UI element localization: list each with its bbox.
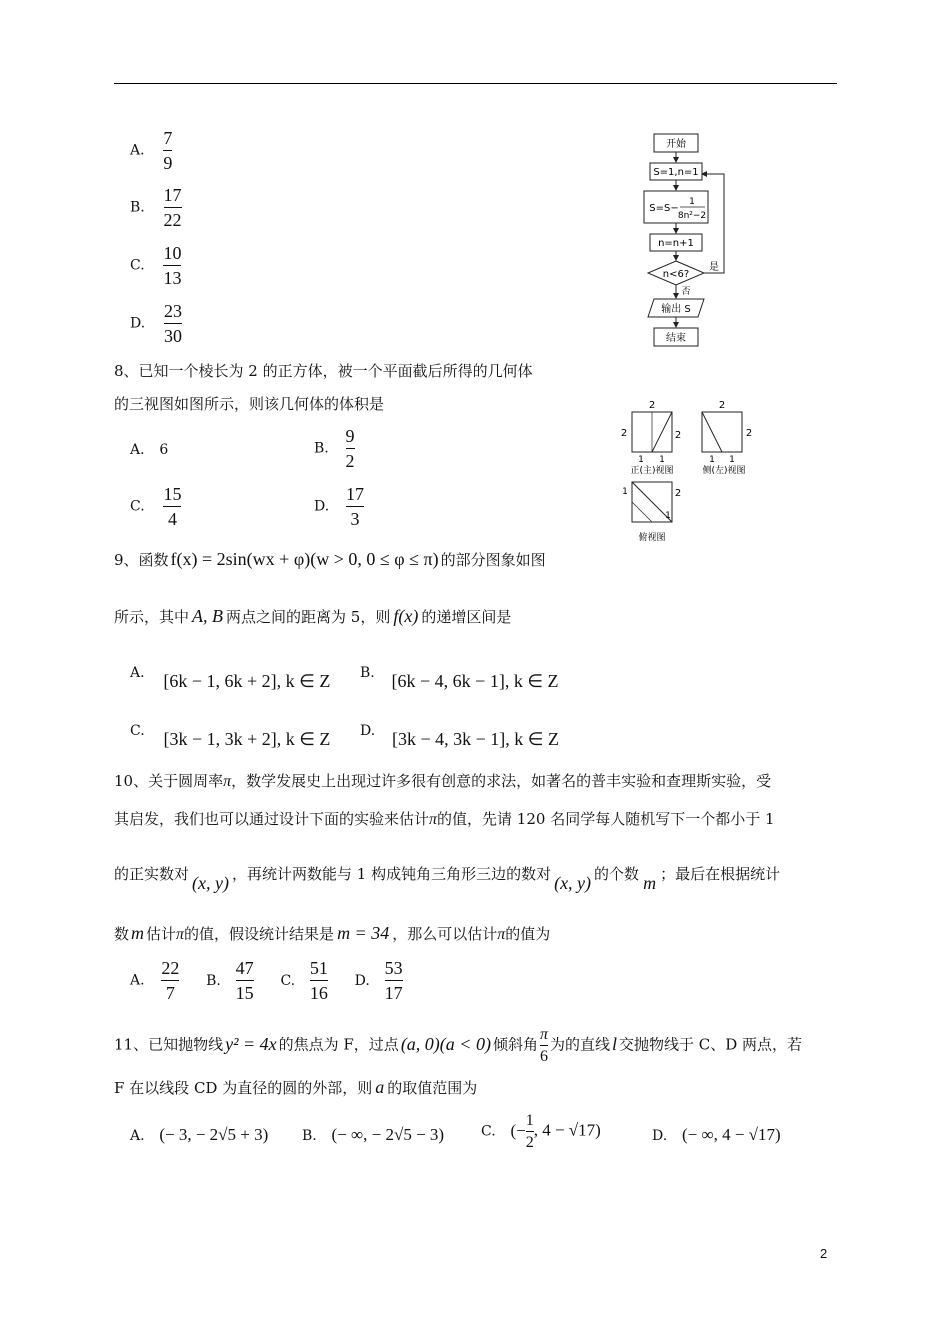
point-a: (a, 0)(a < 0) <box>400 1033 491 1054</box>
a-symbol: a <box>375 1077 385 1097</box>
pi-symbol: π <box>429 811 438 828</box>
option-suffix: , 4 − √17) <box>533 1120 601 1140</box>
q7-option-a <box>130 128 172 173</box>
fraction <box>163 128 172 173</box>
option-label: A. <box>130 665 145 681</box>
flow-update-den: 8n²−2 <box>677 211 707 221</box>
q11-line2 <box>114 1076 477 1099</box>
fraction <box>310 958 328 1003</box>
flow-increment: n=n+1 <box>658 238 694 249</box>
numerator: 22 <box>161 958 180 978</box>
denominator: 2 <box>525 1134 534 1151</box>
q10-line4 <box>114 922 550 946</box>
top-left-dim: 1 <box>622 487 628 497</box>
numerator: 17 <box>163 185 182 205</box>
q10-text: 的值，先请 120 名同学每人随机写下一个都小于 1 <box>437 810 775 828</box>
q11-text: 11、已知抛物线 <box>114 1035 224 1054</box>
m-symbol: m <box>131 923 145 943</box>
q8-line2: 的三视图如图所示，则该几何体的体积是 <box>114 395 385 413</box>
q10-text: 其启发，我们也可以通过设计下面的实验来估计 <box>114 810 430 828</box>
denominator: 9 <box>163 153 173 173</box>
side-view-label: 侧(左)视图 <box>702 466 746 476</box>
numerator: 47 <box>235 958 254 978</box>
q10-text: 的正实数对 <box>114 865 190 883</box>
side-view-square <box>702 412 742 452</box>
q11-text: 的取值范围为 <box>387 1079 478 1097</box>
q10-text: ，再统计两数能与 1 构成钝角三角形三边的数对 <box>231 865 552 883</box>
q10-text: ，数学发展史上出现过许多很有创意的求法，如著名的普丰实验和查理斯实验，受 <box>231 772 772 790</box>
q9-formula: f(x) = 2sin(wx + φ)(w > 0, 0 ≤ φ ≤ π) <box>170 549 439 569</box>
three-views-figure <box>612 396 762 548</box>
flow-start: 开始 <box>666 139 686 150</box>
numerator: 7 <box>163 128 173 148</box>
q9-option-d <box>360 720 559 749</box>
q9-text: 的递增区间是 <box>421 608 512 626</box>
fraction <box>164 185 182 230</box>
q10-text: 数 <box>114 925 130 943</box>
q10-line2 <box>114 808 775 831</box>
option-value: [6k − 4, 6k − 1], k ∈ Z <box>391 671 559 691</box>
q8-line1: 8、已知一个棱长为 2 的正方体，被一个平面截后所得的几何体 <box>114 362 533 380</box>
fraction <box>163 243 181 288</box>
pi-symbol: π <box>497 926 506 943</box>
q9-option-a <box>130 662 331 691</box>
q10-line3 <box>114 862 781 893</box>
q10-text: 的个数 <box>594 865 640 883</box>
parabola-equation: y² = 4x <box>225 1033 277 1054</box>
option-label: C. <box>481 1123 496 1140</box>
flow-output: 输出 S <box>661 304 691 315</box>
denominator: 30 <box>163 326 182 346</box>
option-label: A. <box>130 972 145 989</box>
option-label: C. <box>130 723 145 739</box>
flow-update-num: 1 <box>689 197 695 207</box>
option-prefix: (− <box>510 1120 526 1140</box>
denominator: 7 <box>165 983 175 1003</box>
denominator: 2 <box>345 451 355 471</box>
q9-option-b <box>360 662 559 691</box>
q10-line1 <box>114 770 771 793</box>
fraction <box>161 958 179 1003</box>
option-value: [3k − 4, 3k − 1], k ∈ Z <box>391 729 559 749</box>
q8-option-a <box>130 438 168 461</box>
side-bottom-dim-2: 1 <box>729 455 735 465</box>
option-label: D. <box>354 972 370 989</box>
pi-symbol: π <box>223 773 232 790</box>
q7-option-c <box>130 243 181 288</box>
q10-text: ；最后在根据统计 <box>660 865 781 883</box>
denominator: 13 <box>163 268 182 288</box>
q9-suffix: 的部分图象如图 <box>440 551 546 569</box>
option-value: [6k − 1, 6k + 2], k ∈ Z <box>163 671 331 691</box>
fraction <box>346 484 364 529</box>
q11-option-b <box>302 1124 444 1147</box>
side-right-dim: 2 <box>745 428 753 439</box>
option-label: A. <box>130 442 145 458</box>
option-label: D. <box>360 723 376 739</box>
option-label: C. <box>280 972 296 989</box>
q11-text: 为的直线 <box>549 1035 610 1054</box>
denominator: 16 <box>309 983 328 1003</box>
q10-text: ，那么可以估计 <box>392 925 498 943</box>
denominator: 15 <box>235 983 254 1003</box>
front-view-label: 正(主)视图 <box>630 466 674 476</box>
numerator: 1 <box>525 1112 534 1129</box>
option-label: B. <box>206 972 221 989</box>
q11-text: 倾斜角 <box>492 1035 538 1054</box>
q10-text: 10、关于圆周率 <box>114 772 224 790</box>
top-view-label: 俯视图 <box>638 533 666 543</box>
fraction <box>164 301 182 346</box>
option-label: C. <box>130 498 145 515</box>
q11-text: F 在以线段 CD 为直径的圆的外部，则 <box>114 1079 373 1097</box>
q9-option-c <box>130 720 331 749</box>
option-value: 6 <box>159 442 169 458</box>
option-label: B. <box>360 665 375 681</box>
front-bottom-dim-2: 1 <box>659 455 665 465</box>
m-equation: m = 34 <box>337 923 390 943</box>
option-label: C. <box>130 257 145 274</box>
option-label: D. <box>130 315 146 332</box>
q11-text: 的焦点为 F，过点 <box>278 1035 399 1054</box>
denominator: 17 <box>384 983 403 1003</box>
pair-xy: (x, y) <box>192 873 229 893</box>
top-bottom-dim: 1 <box>665 511 671 521</box>
option-value: [3k − 1, 3k + 2], k ∈ Z <box>163 729 331 749</box>
numerator: 9 <box>345 426 355 446</box>
q11-option-c <box>481 1112 601 1151</box>
flow-update-lhs: S=S− <box>649 203 679 214</box>
q11-line1 <box>114 1026 802 1065</box>
m-symbol: m <box>643 873 657 893</box>
flow-end: 结束 <box>666 333 686 344</box>
denominator: 6 <box>539 1048 548 1065</box>
q10-text: 的值为 <box>505 925 551 943</box>
side-bottom-dim-1: 1 <box>709 455 715 465</box>
q10-options <box>130 958 403 1003</box>
front-right-dim: 2 <box>674 430 682 441</box>
q9-prefix: 9、函数 <box>114 551 169 569</box>
option-value: (− 3, − 2√5 + 3) <box>159 1125 269 1144</box>
option-label: D. <box>652 1128 668 1144</box>
numerator: 17 <box>345 484 364 504</box>
flowchart <box>618 128 738 353</box>
angle-fraction <box>540 1026 548 1065</box>
q9-text: 所示，其中 <box>114 608 190 626</box>
numerator: 51 <box>309 958 328 978</box>
q9-fx: f(x) <box>393 606 419 626</box>
q10-text: 的值，假设统计结果是 <box>184 925 335 943</box>
option-label: B. <box>130 199 145 216</box>
denominator: 3 <box>350 509 360 529</box>
flow-no-label: 否 <box>681 287 691 297</box>
option-label: D. <box>314 498 330 515</box>
q11-option-a <box>130 1124 268 1147</box>
numerator: 10 <box>163 243 182 263</box>
q8-option-d <box>314 484 364 529</box>
fraction <box>163 484 181 529</box>
q9-line2 <box>114 605 511 628</box>
numerator: 23 <box>163 301 182 321</box>
numerator: 15 <box>163 484 182 504</box>
q9-points: A, B <box>192 606 224 626</box>
flow-init: S=1,n=1 <box>653 167 699 178</box>
numerator: π <box>539 1026 548 1043</box>
denominator: 4 <box>167 509 177 529</box>
pi-symbol: π <box>176 926 185 943</box>
q11-text: 交抛物线于 C、D 两点，若 <box>619 1035 803 1054</box>
flow-yes-label: 是 <box>709 262 719 273</box>
pair-xy: (x, y) <box>554 873 592 893</box>
q8-option-c <box>130 484 181 529</box>
fraction <box>236 958 254 1003</box>
fraction <box>526 1112 534 1151</box>
q7-option-d <box>130 301 182 346</box>
option-label: A. <box>130 1128 145 1144</box>
q7-option-b <box>130 185 182 230</box>
front-top-dim: 2 <box>648 400 656 411</box>
line-l: l <box>611 1033 617 1054</box>
q9-line1 <box>114 548 546 571</box>
denominator: 22 <box>163 210 182 230</box>
side-top-dim: 2 <box>718 400 726 411</box>
option-value: (− ∞, − 2√5 − 3) <box>331 1125 445 1144</box>
q8-option-b <box>314 426 355 471</box>
option-label: A. <box>130 142 145 159</box>
header-rule <box>114 83 837 84</box>
q10-text: 估计 <box>146 925 177 943</box>
flow-condition: n<6? <box>662 269 690 280</box>
fraction <box>346 426 355 471</box>
q11-option-d <box>652 1124 781 1147</box>
page-number: 2 <box>820 1246 828 1261</box>
option-label: B. <box>302 1128 317 1144</box>
fraction <box>385 958 403 1003</box>
numerator: 53 <box>384 958 403 978</box>
q9-text: 两点之间的距离为 5，则 <box>226 608 391 626</box>
front-bottom-dim-1: 1 <box>638 455 644 465</box>
front-left-dim: 2 <box>620 428 628 439</box>
option-label: B. <box>314 440 329 457</box>
option-value: (− ∞, 4 − √17) <box>681 1125 781 1144</box>
top-right-dim: 2 <box>674 488 682 499</box>
